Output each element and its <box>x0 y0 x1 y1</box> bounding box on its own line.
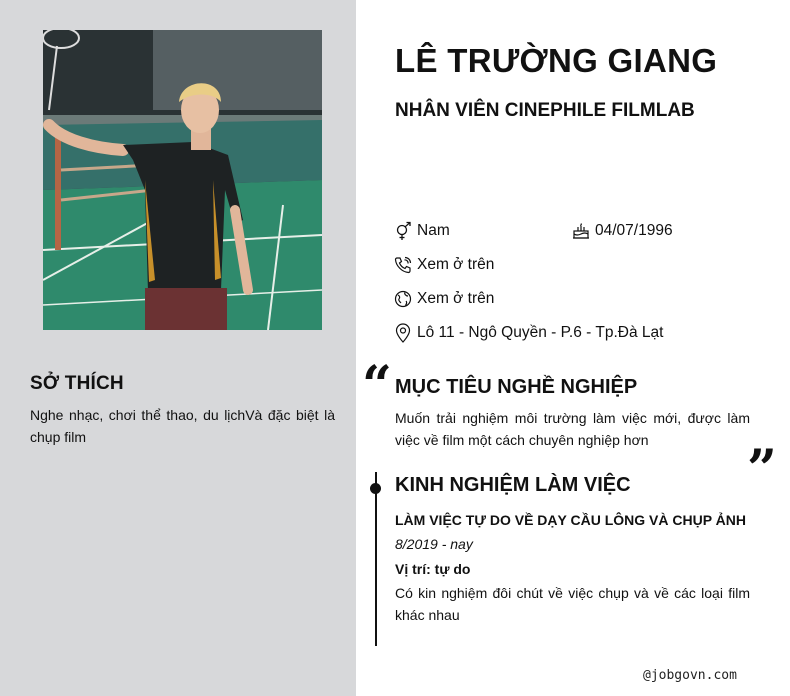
address-row <box>393 323 663 343</box>
timeline-line <box>375 472 377 646</box>
job-title: NHÂN VIÊN CINEPHILE FILMLAB <box>395 100 695 121</box>
timeline-dot <box>370 483 381 494</box>
birthday-value: 04/07/1996 <box>595 222 673 239</box>
gender-icon <box>393 221 413 241</box>
profile-photo <box>43 30 322 330</box>
location-pin-icon <box>393 323 413 343</box>
objective-text: Muốn trải nghiệm môi trường làm việc mới, được làm việc về film một cách chuyên nghiệp hơn <box>395 410 750 448</box>
experience-title: LÀM VIỆC TỰ DO VỀ DẠY CẦU LÔNG VÀ CHỤP ẢNH <box>395 512 747 528</box>
full-name: LÊ TRƯỜNG GIANG <box>395 42 718 79</box>
gender-row <box>393 221 450 241</box>
hobbies-text: Nghe nhạc, chơi thể thao, du lịchVà đặc biệt là chụp film <box>30 407 335 445</box>
cake-icon <box>571 221 591 241</box>
phone-value: Xem ở trên <box>417 256 495 273</box>
hobbies-heading: SỞ THÍCH <box>30 373 124 394</box>
phone-icon <box>393 255 413 275</box>
experience-position: Vị trí: tự do <box>395 561 471 577</box>
close-quote: ” <box>747 439 777 500</box>
birthday-row <box>571 221 673 241</box>
experience-heading: KINH NGHIỆM LÀM VIỆC <box>395 474 631 496</box>
website-row <box>393 289 494 309</box>
phone-row <box>393 255 494 275</box>
globe-icon <box>393 289 413 309</box>
objective-heading: MỤC TIÊU NGHỀ NGHIỆP <box>395 376 638 398</box>
experience-description: Có kin nghiệm đôi chút về việc chụp và về các loại film khác nhau <box>395 585 750 623</box>
address-value: Lô 11 - Ngô Quyền - P.6 - Tp.Đà Lạt <box>417 324 664 341</box>
experience-date: 8/2019 - nay <box>395 536 473 552</box>
website-value: Xem ở trên <box>417 290 495 307</box>
open-quote: “ <box>362 355 392 416</box>
watermark: @jobgovn.com <box>643 668 737 683</box>
gender-value: Nam <box>417 222 450 239</box>
